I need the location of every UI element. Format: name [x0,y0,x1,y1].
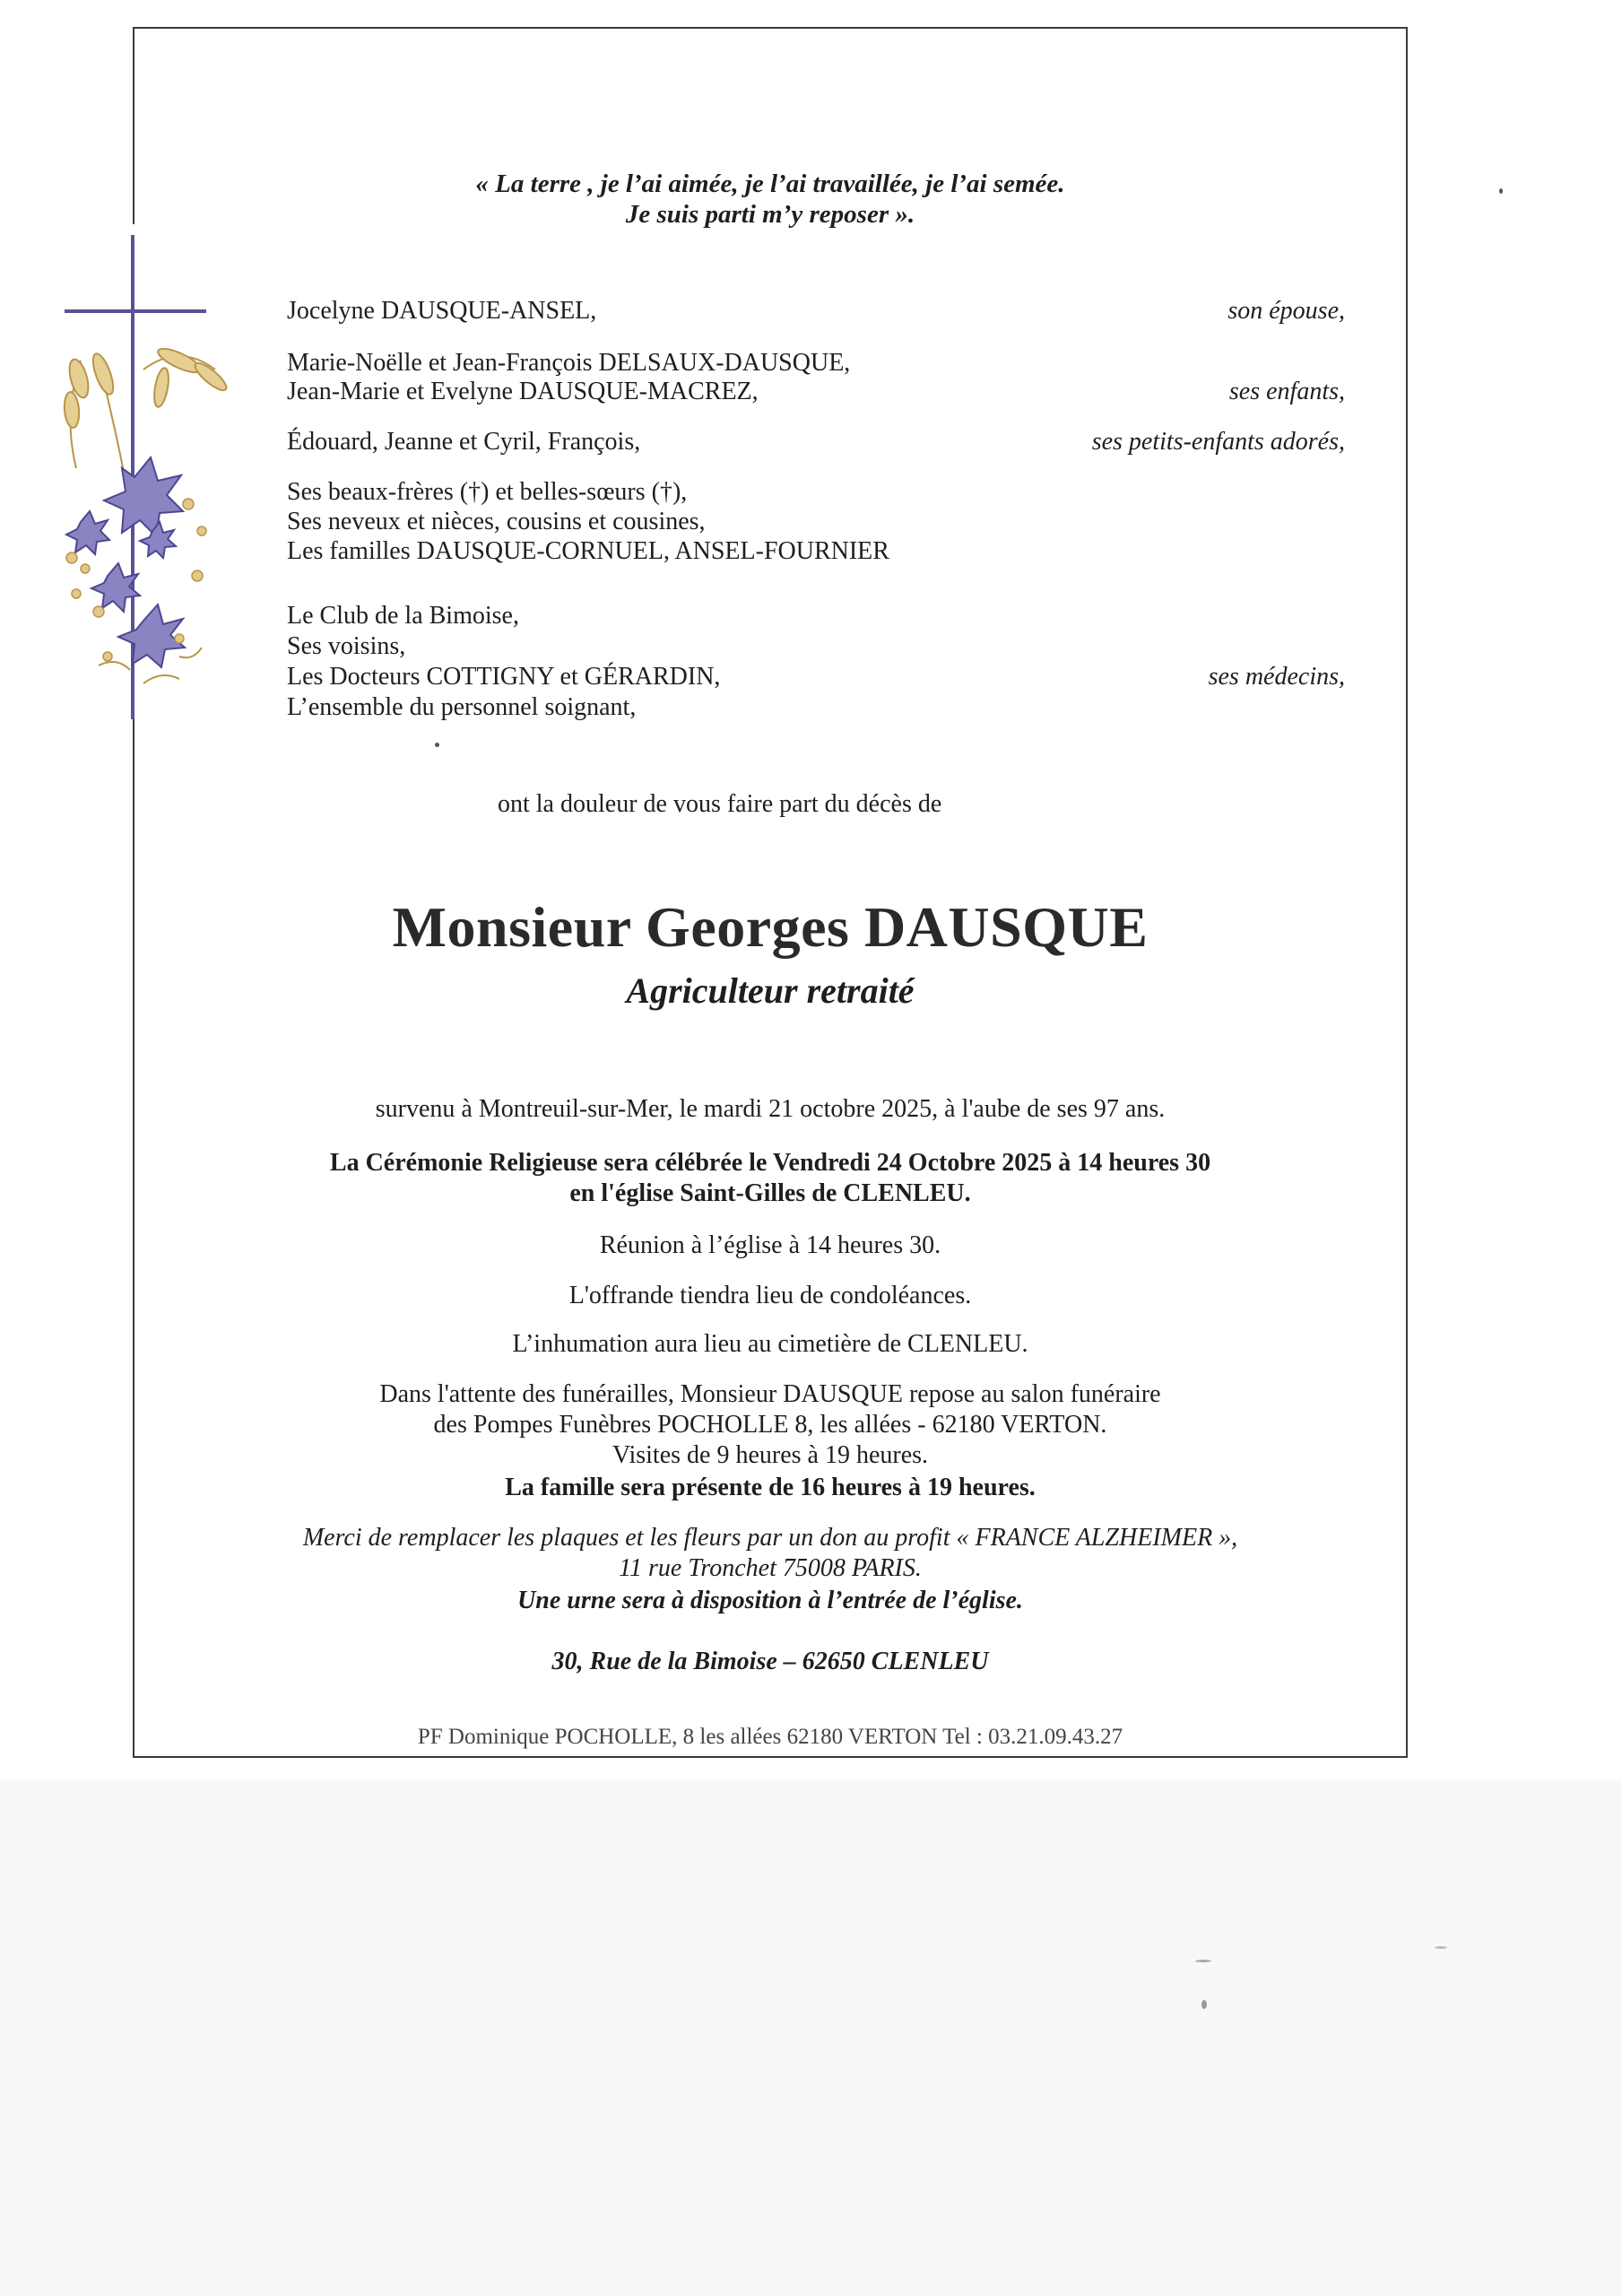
family-name: Le Club de la Bimoise, [287,602,519,630]
donation-line-1: Merci de remplacer les plaques et les fleurs par un don au profit « FRANCE ALZHEIMER », [302,1524,1238,1552]
ceremony-line-1: La Cérémonie Religieuse sera célébrée le Vendredi 24 Octobre 2025 à 14 heures 30 [329,1149,1211,1177]
salon-line-1: Dans l'attente des funérailles, Monsieur DAUSQUE repose au salon funéraire [379,1380,1161,1408]
deceased-profession: Agriculteur retraité [626,970,915,1011]
scan-background [0,1780,1622,2296]
family-name: Les familles DAUSQUE-CORNUEL, ANSEL-FOURNIER [287,537,889,565]
donation-line-2: 11 rue Tronchet 75008 PARIS. [619,1554,922,1582]
death-info: survenu à Montreuil-sur-Mer, le mardi 21 octobre 2025, à l'aube de ses 97 ans. [375,1095,1166,1123]
funeral-home-footer: PF Dominique POCHOLLE, 8 les allées 62180 VERTON Tel : 03.21.09.43.27 [417,1725,1123,1749]
family-address: 30, Rue de la Bimoise – 62650 CLENLEU [551,1648,989,1675]
family-relation: ses médecins, [1208,663,1345,691]
visits-info: Visites de 9 heures à 19 heures. [612,1441,929,1469]
family-name: Édouard, Jeanne et Cyril, François, [287,428,641,456]
family-presence: La famille sera présente de 16 heures à 19 heures. [505,1474,1036,1501]
family-name: Les Docteurs COTTIGNY et GÉRARDIN, [287,663,721,691]
scan-speck [1435,1946,1447,1949]
family-relation: ses enfants, [1228,378,1345,405]
family-relation: ses petits-enfants adorés, [1091,428,1345,456]
salon-line-2: des Pompes Funèbres POCHOLLE 8, les allées - 62180 VERTON. [433,1411,1107,1439]
family-name: Jean-Marie et Evelyne DAUSQUE-MACREZ, [287,378,759,405]
scan-speck [1499,188,1503,194]
scan-speck [435,743,439,747]
family-name: Marie-Noëlle et Jean-François DELSAUX-DAUSQUE, [287,349,851,377]
deceased-name: Monsieur Georges DAUSQUE [392,895,1149,959]
scan-speck [1195,1960,1211,1962]
family-name: Jocelyne DAUSQUE-ANSEL, [287,297,597,325]
quote-line-1: « La terre , je l’ai aimée, je l’ai travaillée, je l’ai semée. [475,170,1065,198]
family-relation: son épouse, [1227,297,1345,325]
announcement: ont la douleur de vous faire part du décès de [498,790,942,818]
cross-with-flowers-icon [45,235,296,737]
burial-info: L’inhumation aura lieu au cimetière de CLENLEU. [512,1330,1028,1358]
family-name: Ses beaux-frères (†) et belles-sœurs (†), [287,478,688,506]
urn-info: Une urne sera à disposition à l’entrée de l’église. [517,1587,1023,1614]
offering-info: L'offrande tiendra lieu de condoléances. [568,1282,972,1309]
meeting-info: Réunion à l’église à 14 heures 30. [599,1231,941,1259]
quote-line-2: Je suis parti m’y reposer ». [625,200,915,229]
ceremony-line-2: en l'église Saint-Gilles de CLENLEU. [569,1179,971,1207]
scan-speck [1201,2000,1207,2009]
family-name: Ses neveux et nièces, cousins et cousines, [287,508,706,535]
family-name: Ses voisins, [287,632,406,660]
family-name: L’ensemble du personnel soignant, [287,693,637,721]
